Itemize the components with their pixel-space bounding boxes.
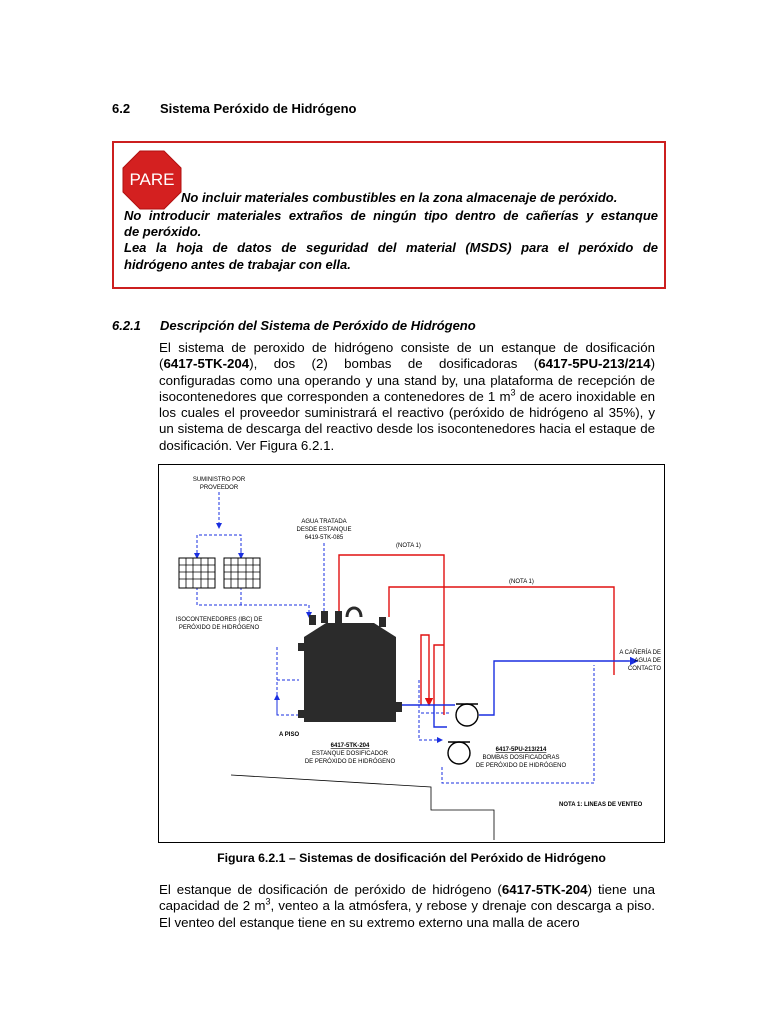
section-title: Sistema Peróxido de Hidrógeno — [160, 101, 357, 116]
para1-text-4: de acero inoxidable en los cuales el proveedor suministrará el reactivo (peróxido de hidrógeno al 35%), y un sistema de descarga del reactivo desde los isocontenedores hacia el estaque de dosificación. Ver Figura 6.2.1. — [159, 388, 655, 453]
platform-outline — [231, 775, 494, 840]
tank-tag: 6417-5TK-204 — [163, 356, 250, 372]
description-paragraph — [159, 340, 655, 454]
warning-line-5: hidrógeno antes de trabajar con ella. — [124, 257, 351, 272]
warning-line-2: No introducir materiales extraños de ningún tipo dentro de cañerías y estanque — [124, 208, 658, 223]
stop-sign-icon — [122, 150, 182, 210]
tank-paragraph — [159, 882, 655, 931]
warning-line-4: Lea la hoja de datos de seguridad del material (MSDS) para el peróxido de — [124, 240, 658, 255]
pump-desc-1: BOMBAS DOSIFICADORAS — [482, 755, 560, 761]
tank-desc-2: DE PERÓXIDO DE HIDRÓGENO — [304, 759, 396, 765]
stop-sign-text: PARE — [129, 170, 175, 189]
subsection-heading — [112, 318, 476, 333]
supplier-label-1: SUMINISTRO POR — [192, 477, 246, 483]
para1-superscript: 3 — [510, 387, 516, 398]
subsection-title: Descripción del Sistema de Peróxido de Hidrógeno — [160, 318, 476, 333]
dosing-tank — [298, 608, 402, 722]
warning-line-1: No incluir materiales combustibles en la zona almacenaje de peróxido. — [181, 190, 618, 205]
section-heading — [112, 101, 357, 116]
outlet-label-2: AGUA DE — [634, 658, 661, 664]
ibc-containers — [179, 558, 260, 588]
outlet-label-3: CONTACTO — [627, 666, 661, 672]
treated-water-label-2: DESDE ESTANQUE — [296, 527, 352, 533]
figure-caption: Figura 6.2.1 – Sistemas de dosificación del Peróxido de Hidrógeno — [217, 851, 606, 865]
note1-label-a: (NOTA 1) — [396, 543, 421, 549]
para2-text-2: ) tiene una capacidad de 2 m — [159, 882, 655, 914]
outlet-label-1: A CAÑERÍA DE — [619, 650, 661, 656]
tank-tag-2: 6417-5TK-204 — [501, 882, 588, 897]
tank-tag-label: 6417-5TK-204 — [330, 743, 370, 749]
note1-label-b: (NOTA 1) — [509, 579, 534, 585]
pump-desc-2: DE PERÓXIDO DE HIDRÓGENO — [475, 763, 567, 769]
section-number: 6.2 — [112, 101, 131, 116]
para2-text-1: El estanque de dosificación de peróxido de hidrógeno ( — [159, 882, 502, 897]
pump-tag-label: 6417-5PU-213/214 — [495, 747, 547, 753]
para1-text-3: ) configuradas como una operando y una stand by, una plataforma de recepción de isocontenedores que corresponden a contenedores de 1 m — [159, 356, 655, 404]
tank-desc-1: ESTANQUE DOSIFICADOR — [312, 751, 388, 757]
para2-superscript: 3 — [265, 896, 271, 907]
process-diagram — [158, 464, 665, 843]
treated-water-label-3: 6419-5TK-085 — [304, 535, 344, 541]
warning-line-3: de peróxido. — [124, 224, 202, 239]
treated-water-label-1: AGUA TRATADA — [301, 519, 347, 525]
supplier-label-2: PROVEEDOR — [199, 485, 239, 491]
subsection-number: 6.2.1 — [112, 318, 141, 333]
note-legend: NOTA 1: LINEAS DE VENTEO — [559, 802, 643, 808]
para1-text-1: El sistema de peroxido de hidrógeno consiste de un estanque de dosificación ( — [159, 340, 655, 372]
ibc-label-2: PERÓXIDO DE HIDRÓGENO — [178, 625, 260, 631]
pump-tag: 6417-5PU-213/214 — [538, 356, 651, 372]
dosing-pumps — [448, 704, 478, 764]
floor-label: A PISO — [279, 732, 300, 738]
para2-text-3: , venteo a la atmósfera, y rebose y drenaje con descarga a piso. El venteo del estanque tiene en su extremo externo una malla de acero — [159, 898, 655, 930]
para1-text-2: ), dos (2) bombas de dosificadoras ( — [249, 356, 539, 372]
ibc-label-1: ISOCONTENEDORES (IBC) DE — [175, 617, 263, 623]
